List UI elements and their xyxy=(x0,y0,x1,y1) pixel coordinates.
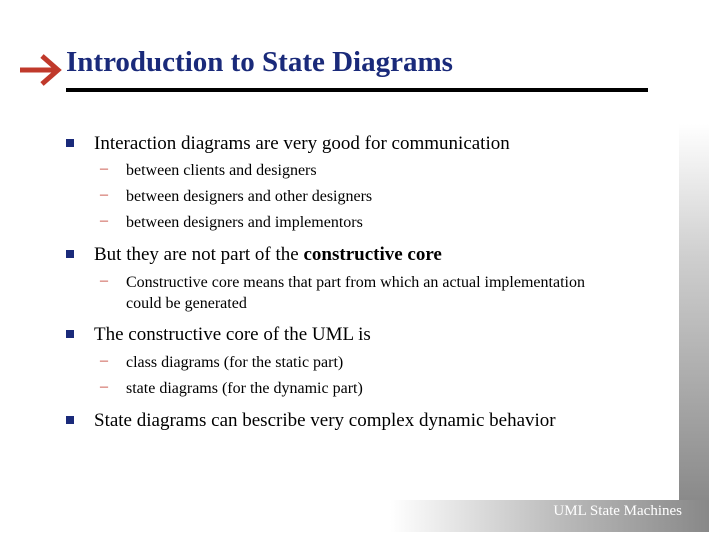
sub-item-text: Constructive core means that part from which an actual implementation xyxy=(126,274,585,291)
sub-item-text: could be generated xyxy=(126,295,247,312)
dash-icon: – xyxy=(100,378,108,395)
dash-icon: – xyxy=(100,352,108,369)
sub-item-text: between clients and designers xyxy=(126,162,317,179)
slide-shadow-right xyxy=(679,124,709,500)
sub-item-text: state diagrams (for the dynamic part) xyxy=(126,380,363,397)
dash-icon: – xyxy=(100,186,108,203)
square-bullet-icon xyxy=(66,250,74,258)
right-arrow-icon xyxy=(18,52,64,88)
square-bullet-icon xyxy=(66,139,74,147)
dash-icon: – xyxy=(100,160,108,177)
bullet-text: Interaction diagrams are very good for communication xyxy=(94,133,510,154)
title-underline xyxy=(66,88,648,92)
sub-item-text: class diagrams (for the static part) xyxy=(126,354,344,371)
square-bullet-icon xyxy=(66,330,74,338)
sub-item-text: between designers and implementors xyxy=(126,214,363,231)
slide-footer: UML State Machines xyxy=(553,503,682,519)
slide-title: Introduction to State Diagrams xyxy=(66,46,453,78)
dash-icon: – xyxy=(100,212,108,229)
sub-item-text: between designers and other designers xyxy=(126,188,373,205)
dash-icon: – xyxy=(100,272,108,289)
bullet-text: The constructive core of the UML is xyxy=(94,324,371,345)
bullet-text: But they are not part of the xyxy=(94,244,304,265)
square-bullet-icon xyxy=(66,416,74,424)
bullet-text: State diagrams can bescribe very complex dynamic behavior xyxy=(94,410,556,431)
bullet-emphasis: constructive core xyxy=(303,244,442,265)
